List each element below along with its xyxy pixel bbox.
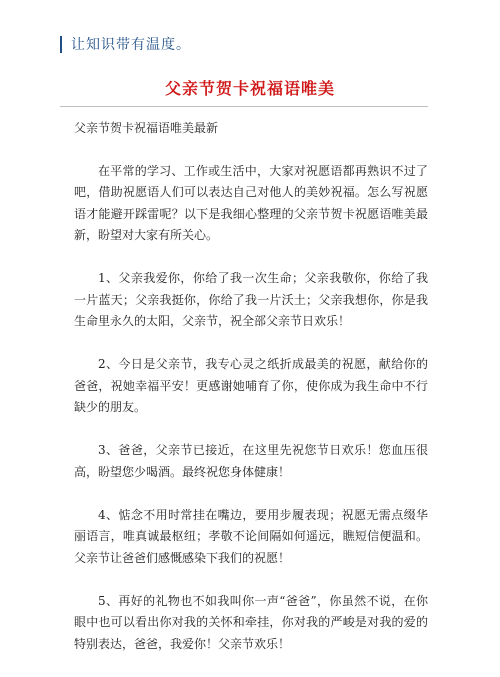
paragraph-wish-4: 4、惦念不用时常挂在嘴边，要用步履表现；祝愿无需点缀华丽语言，唯真诚最枢纽；孝敬不论间隔如何遥远，瞧短信便温和。父亲节让爸爸们感慨感染下我们的祝愿！ <box>74 507 428 565</box>
paragraph-wish-3: 3、爸爸，父亲节已接近，在这里先祝您节日欢乐！您血压很高，盼望您少喝酒。最终祝您身体健康！ <box>74 443 428 479</box>
tagline: 让知识带有温度。 <box>71 37 191 53</box>
paragraph-wish-5: 5、再好的礼物也不如我叫你一声“爸爸”，你虽然不说，在你眼中也可以看出你对我的关怀和牵挂，你对我的严峻是对我的爱的特别表达，爸爸，我爱你！父亲节欢乐！ <box>74 593 428 651</box>
paragraph-wish-1: 1、父亲我爱你，你给了我一次生命；父亲我敬你，你给了我一片蓝天；父亲我挺你，你给了我一片沃土；父亲我想你，你是我生命里永久的太阳，父亲节，祝全部父亲节日欢乐！ <box>74 271 428 328</box>
tagline-row <box>60 34 191 54</box>
article-subtitle: 父亲节贺卡祝福语唯美最新 <box>74 121 219 135</box>
article-body <box>74 118 428 677</box>
tagline-accent-bar <box>60 36 62 53</box>
paragraph-wish-2: 2、今日是父亲节，我专心灵之纸折成最美的祝愿，献给你的爸爸，祝她幸福平安！更感谢她哺育了你，使你成为我生命中不行缺少的朋友。 <box>74 357 428 414</box>
paragraph-intro: 在平常的学习、工作或生活中，大家对祝愿语都再熟识不过了吧，借助祝愿语人们可以表达自己对他人的美妙祝福。怎么写祝愿语才能避开踩雷呢？以下是我细心整理的父亲节贺卡祝愿语唯美最新，盼望对大家有所关心。 <box>74 163 428 242</box>
article-title: 父亲节贺卡祝福语唯美 <box>164 79 335 98</box>
title-divider <box>60 106 428 107</box>
